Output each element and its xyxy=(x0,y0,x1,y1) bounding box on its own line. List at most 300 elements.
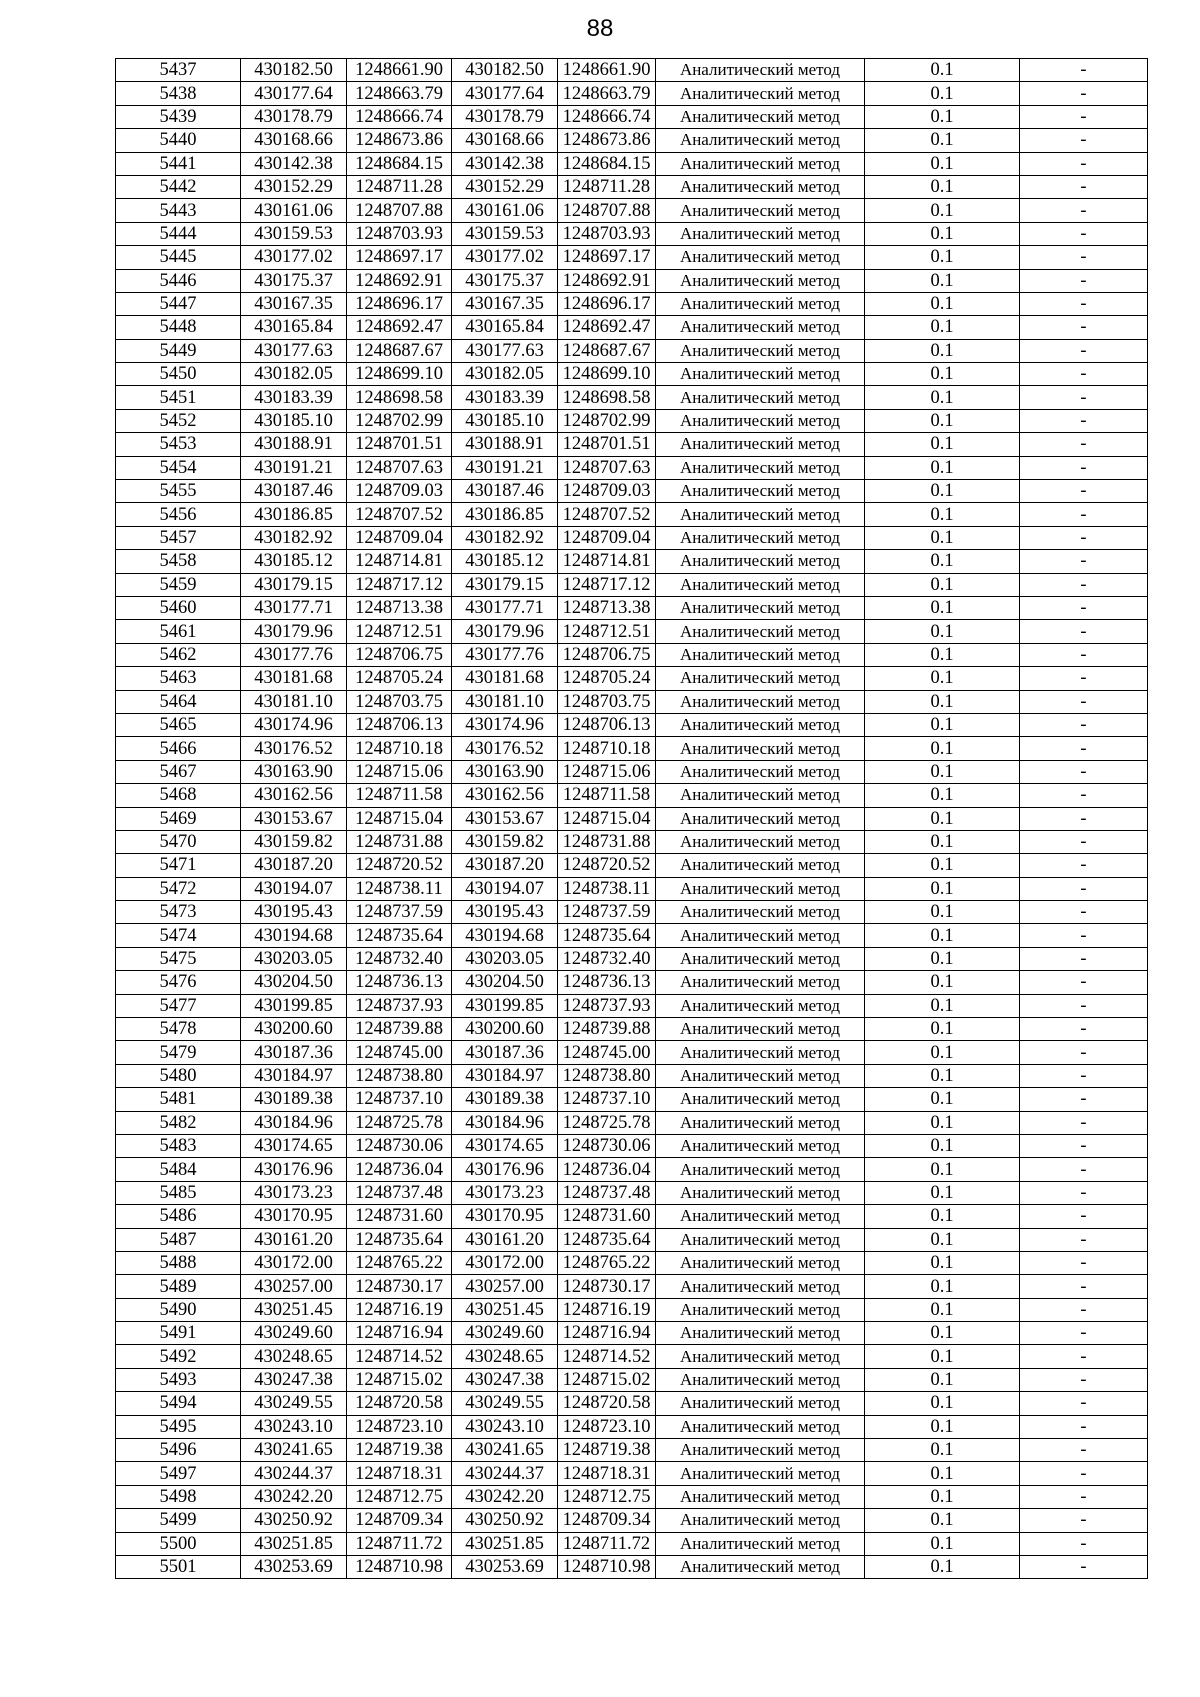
x-new-cell: 430185.12 xyxy=(452,550,558,573)
accuracy-cell: 0.1 xyxy=(865,292,1020,315)
point-number-cell: 5442 xyxy=(116,175,241,198)
y-old-cell: 1248714.81 xyxy=(347,550,452,573)
y-old-cell: 1248684.15 xyxy=(347,152,452,175)
point-number-cell: 5457 xyxy=(116,526,241,549)
x-old-cell: 430153.67 xyxy=(241,807,347,830)
point-number-cell: 5443 xyxy=(116,199,241,222)
table-row xyxy=(116,1205,1148,1228)
point-number-cell: 5501 xyxy=(116,1556,241,1579)
y-old-cell: 1248720.58 xyxy=(347,1392,452,1415)
y-new-cell: 1248745.00 xyxy=(558,1041,656,1064)
note-cell: - xyxy=(1020,1018,1148,1041)
note-cell: - xyxy=(1020,1275,1148,1298)
table-row xyxy=(116,1251,1148,1274)
y-new-cell: 1248715.04 xyxy=(558,807,656,830)
method-cell: Аналитический метод xyxy=(656,924,865,947)
point-number-cell: 5489 xyxy=(116,1275,241,1298)
method-cell: Аналитический метод xyxy=(656,620,865,643)
method-cell: Аналитический метод xyxy=(656,807,865,830)
accuracy-cell: 0.1 xyxy=(865,480,1020,503)
x-new-cell: 430167.35 xyxy=(452,292,558,315)
note-cell: - xyxy=(1020,409,1148,432)
table-row xyxy=(116,550,1148,573)
note-cell: - xyxy=(1020,480,1148,503)
y-new-cell: 1248673.86 xyxy=(558,129,656,152)
y-new-cell: 1248707.63 xyxy=(558,456,656,479)
table-row xyxy=(116,316,1148,339)
y-new-cell: 1248720.58 xyxy=(558,1392,656,1415)
note-cell: - xyxy=(1020,620,1148,643)
table-row xyxy=(116,409,1148,432)
table-row xyxy=(116,456,1148,479)
y-new-cell: 1248711.58 xyxy=(558,784,656,807)
x-old-cell: 430152.29 xyxy=(241,175,347,198)
y-old-cell: 1248745.00 xyxy=(347,1041,452,1064)
x-old-cell: 430186.85 xyxy=(241,503,347,526)
y-old-cell: 1248692.47 xyxy=(347,316,452,339)
point-number-cell: 5462 xyxy=(116,643,241,666)
table-row xyxy=(116,1322,1148,1345)
point-number-cell: 5444 xyxy=(116,222,241,245)
y-new-cell: 1248738.11 xyxy=(558,877,656,900)
x-old-cell: 430177.71 xyxy=(241,596,347,619)
y-old-cell: 1248731.60 xyxy=(347,1205,452,1228)
note-cell: - xyxy=(1020,59,1148,82)
method-cell: Аналитический метод xyxy=(656,1228,865,1251)
y-new-cell: 1248663.79 xyxy=(558,82,656,105)
accuracy-cell: 0.1 xyxy=(865,947,1020,970)
accuracy-cell: 0.1 xyxy=(865,690,1020,713)
table-row xyxy=(116,480,1148,503)
y-new-cell: 1248711.28 xyxy=(558,175,656,198)
x-new-cell: 430250.92 xyxy=(452,1509,558,1532)
note-cell: - xyxy=(1020,854,1148,877)
y-new-cell: 1248737.48 xyxy=(558,1181,656,1204)
note-cell: - xyxy=(1020,1158,1148,1181)
point-number-cell: 5453 xyxy=(116,433,241,456)
y-new-cell: 1248716.19 xyxy=(558,1298,656,1321)
y-new-cell: 1248709.34 xyxy=(558,1509,656,1532)
point-number-cell: 5449 xyxy=(116,339,241,362)
accuracy-cell: 0.1 xyxy=(865,1181,1020,1204)
point-number-cell: 5485 xyxy=(116,1181,241,1204)
method-cell: Аналитический метод xyxy=(656,1181,865,1204)
y-old-cell: 1248706.75 xyxy=(347,643,452,666)
table-row xyxy=(116,877,1148,900)
method-cell: Аналитический метод xyxy=(656,82,865,105)
x-new-cell: 430165.84 xyxy=(452,316,558,339)
method-cell: Аналитический метод xyxy=(656,1205,865,1228)
y-old-cell: 1248738.80 xyxy=(347,1064,452,1087)
method-cell: Аналитический метод xyxy=(656,129,865,152)
x-new-cell: 430175.37 xyxy=(452,269,558,292)
method-cell: Аналитический метод xyxy=(656,1532,865,1555)
point-number-cell: 5488 xyxy=(116,1251,241,1274)
note-cell: - xyxy=(1020,1462,1148,1485)
table-row xyxy=(116,246,1148,269)
y-old-cell: 1248739.88 xyxy=(347,1018,452,1041)
accuracy-cell: 0.1 xyxy=(865,877,1020,900)
note-cell: - xyxy=(1020,947,1148,970)
method-cell: Аналитический метод xyxy=(656,1556,865,1579)
method-cell: Аналитический метод xyxy=(656,1322,865,1345)
y-old-cell: 1248711.28 xyxy=(347,175,452,198)
x-old-cell: 430142.38 xyxy=(241,152,347,175)
x-old-cell: 430250.92 xyxy=(241,1509,347,1532)
note-cell: - xyxy=(1020,760,1148,783)
note-cell: - xyxy=(1020,1088,1148,1111)
point-number-cell: 5493 xyxy=(116,1368,241,1391)
y-new-cell: 1248712.75 xyxy=(558,1485,656,1508)
note-cell: - xyxy=(1020,643,1148,666)
point-number-cell: 5497 xyxy=(116,1462,241,1485)
x-new-cell: 430182.05 xyxy=(452,363,558,386)
point-number-cell: 5439 xyxy=(116,105,241,128)
note-cell: - xyxy=(1020,807,1148,830)
y-old-cell: 1248707.88 xyxy=(347,199,452,222)
note-cell: - xyxy=(1020,456,1148,479)
note-cell: - xyxy=(1020,222,1148,245)
accuracy-cell: 0.1 xyxy=(865,409,1020,432)
accuracy-cell: 0.1 xyxy=(865,59,1020,82)
accuracy-cell: 0.1 xyxy=(865,339,1020,362)
y-new-cell: 1248697.17 xyxy=(558,246,656,269)
point-number-cell: 5458 xyxy=(116,550,241,573)
method-cell: Аналитический метод xyxy=(656,1415,865,1438)
table-row xyxy=(116,1509,1148,1532)
note-cell: - xyxy=(1020,386,1148,409)
x-old-cell: 430177.02 xyxy=(241,246,347,269)
x-new-cell: 430199.85 xyxy=(452,994,558,1017)
x-old-cell: 430248.65 xyxy=(241,1345,347,1368)
accuracy-cell: 0.1 xyxy=(865,363,1020,386)
note-cell: - xyxy=(1020,363,1148,386)
y-old-cell: 1248718.31 xyxy=(347,1462,452,1485)
x-old-cell: 430187.20 xyxy=(241,854,347,877)
x-new-cell: 430194.68 xyxy=(452,924,558,947)
method-cell: Аналитический метод xyxy=(656,830,865,853)
x-new-cell: 430182.50 xyxy=(452,59,558,82)
x-old-cell: 430161.06 xyxy=(241,199,347,222)
accuracy-cell: 0.1 xyxy=(865,1298,1020,1321)
method-cell: Аналитический метод xyxy=(656,573,865,596)
x-old-cell: 430177.76 xyxy=(241,643,347,666)
y-new-cell: 1248661.90 xyxy=(558,59,656,82)
x-old-cell: 430200.60 xyxy=(241,1018,347,1041)
y-old-cell: 1248737.59 xyxy=(347,901,452,924)
table-row xyxy=(116,269,1148,292)
y-old-cell: 1248730.06 xyxy=(347,1134,452,1157)
y-new-cell: 1248736.13 xyxy=(558,971,656,994)
note-cell: - xyxy=(1020,1322,1148,1345)
method-cell: Аналитический метод xyxy=(656,877,865,900)
note-cell: - xyxy=(1020,82,1148,105)
y-old-cell: 1248723.10 xyxy=(347,1415,452,1438)
y-new-cell: 1248710.98 xyxy=(558,1556,656,1579)
table-row xyxy=(116,1088,1148,1111)
table-row xyxy=(116,1298,1148,1321)
x-old-cell: 430247.38 xyxy=(241,1368,347,1391)
accuracy-cell: 0.1 xyxy=(865,1345,1020,1368)
x-old-cell: 430176.96 xyxy=(241,1158,347,1181)
point-number-cell: 5470 xyxy=(116,830,241,853)
y-old-cell: 1248738.11 xyxy=(347,877,452,900)
table-row xyxy=(116,363,1148,386)
x-new-cell: 430161.20 xyxy=(452,1228,558,1251)
x-new-cell: 430249.60 xyxy=(452,1322,558,1345)
accuracy-cell: 0.1 xyxy=(865,807,1020,830)
accuracy-cell: 0.1 xyxy=(865,1415,1020,1438)
x-old-cell: 430189.38 xyxy=(241,1088,347,1111)
y-new-cell: 1248730.17 xyxy=(558,1275,656,1298)
accuracy-cell: 0.1 xyxy=(865,784,1020,807)
table-row xyxy=(116,807,1148,830)
x-old-cell: 430188.91 xyxy=(241,433,347,456)
table-row xyxy=(116,1064,1148,1087)
table-row xyxy=(116,386,1148,409)
table-row xyxy=(116,1018,1148,1041)
x-new-cell: 430184.97 xyxy=(452,1064,558,1087)
x-old-cell: 430194.07 xyxy=(241,877,347,900)
x-old-cell: 430242.20 xyxy=(241,1485,347,1508)
table-row xyxy=(116,737,1148,760)
x-new-cell: 430181.68 xyxy=(452,667,558,690)
x-old-cell: 430159.82 xyxy=(241,830,347,853)
accuracy-cell: 0.1 xyxy=(865,901,1020,924)
point-number-cell: 5456 xyxy=(116,503,241,526)
x-new-cell: 430174.96 xyxy=(452,713,558,736)
method-cell: Аналитический метод xyxy=(656,175,865,198)
table-row xyxy=(116,292,1148,315)
y-new-cell: 1248709.04 xyxy=(558,526,656,549)
x-old-cell: 430194.68 xyxy=(241,924,347,947)
x-old-cell: 430173.23 xyxy=(241,1181,347,1204)
accuracy-cell: 0.1 xyxy=(865,1392,1020,1415)
table-row xyxy=(116,1462,1148,1485)
x-new-cell: 430242.20 xyxy=(452,1485,558,1508)
accuracy-cell: 0.1 xyxy=(865,1509,1020,1532)
x-old-cell: 430177.64 xyxy=(241,82,347,105)
x-new-cell: 430243.10 xyxy=(452,1415,558,1438)
x-new-cell: 430186.85 xyxy=(452,503,558,526)
method-cell: Аналитический метод xyxy=(656,1462,865,1485)
x-old-cell: 430182.50 xyxy=(241,59,347,82)
method-cell: Аналитический метод xyxy=(656,643,865,666)
point-number-cell: 5482 xyxy=(116,1111,241,1134)
point-number-cell: 5461 xyxy=(116,620,241,643)
y-old-cell: 1248736.13 xyxy=(347,971,452,994)
note-cell: - xyxy=(1020,175,1148,198)
point-number-cell: 5467 xyxy=(116,760,241,783)
y-old-cell: 1248709.04 xyxy=(347,526,452,549)
y-old-cell: 1248696.17 xyxy=(347,292,452,315)
accuracy-cell: 0.1 xyxy=(865,82,1020,105)
x-new-cell: 430177.76 xyxy=(452,643,558,666)
note-cell: - xyxy=(1020,784,1148,807)
y-new-cell: 1248716.94 xyxy=(558,1322,656,1345)
table-row xyxy=(116,667,1148,690)
method-cell: Аналитический метод xyxy=(656,316,865,339)
point-number-cell: 5466 xyxy=(116,737,241,760)
note-cell: - xyxy=(1020,550,1148,573)
table-row xyxy=(116,1158,1148,1181)
x-old-cell: 430185.12 xyxy=(241,550,347,573)
point-number-cell: 5498 xyxy=(116,1485,241,1508)
point-number-cell: 5451 xyxy=(116,386,241,409)
coordinates-table xyxy=(115,58,1148,1579)
accuracy-cell: 0.1 xyxy=(865,667,1020,690)
method-cell: Аналитический метод xyxy=(656,550,865,573)
note-cell: - xyxy=(1020,339,1148,362)
point-number-cell: 5479 xyxy=(116,1041,241,1064)
note-cell: - xyxy=(1020,152,1148,175)
x-old-cell: 430170.95 xyxy=(241,1205,347,1228)
accuracy-cell: 0.1 xyxy=(865,620,1020,643)
note-cell: - xyxy=(1020,1041,1148,1064)
x-new-cell: 430187.20 xyxy=(452,854,558,877)
y-new-cell: 1248715.06 xyxy=(558,760,656,783)
accuracy-cell: 0.1 xyxy=(865,433,1020,456)
y-old-cell: 1248710.18 xyxy=(347,737,452,760)
x-old-cell: 430199.85 xyxy=(241,994,347,1017)
y-old-cell: 1248720.52 xyxy=(347,854,452,877)
note-cell: - xyxy=(1020,1368,1148,1391)
y-old-cell: 1248732.40 xyxy=(347,947,452,970)
accuracy-cell: 0.1 xyxy=(865,1064,1020,1087)
accuracy-cell: 0.1 xyxy=(865,222,1020,245)
method-cell: Аналитический метод xyxy=(656,1298,865,1321)
accuracy-cell: 0.1 xyxy=(865,1205,1020,1228)
note-cell: - xyxy=(1020,1181,1148,1204)
accuracy-cell: 0.1 xyxy=(865,129,1020,152)
page-number: 88 xyxy=(586,15,614,42)
y-new-cell: 1248737.10 xyxy=(558,1088,656,1111)
table-row xyxy=(116,1275,1148,1298)
table-row xyxy=(116,526,1148,549)
y-old-cell: 1248715.04 xyxy=(347,807,452,830)
point-number-cell: 5500 xyxy=(116,1532,241,1555)
table-row xyxy=(116,643,1148,666)
point-number-cell: 5481 xyxy=(116,1088,241,1111)
y-new-cell: 1248737.59 xyxy=(558,901,656,924)
x-new-cell: 430161.06 xyxy=(452,199,558,222)
x-new-cell: 430195.43 xyxy=(452,901,558,924)
x-new-cell: 430247.38 xyxy=(452,1368,558,1391)
accuracy-cell: 0.1 xyxy=(865,1251,1020,1274)
point-number-cell: 5480 xyxy=(116,1064,241,1087)
table-row xyxy=(116,901,1148,924)
y-old-cell: 1248661.90 xyxy=(347,59,452,82)
method-cell: Аналитический метод xyxy=(656,760,865,783)
note-cell: - xyxy=(1020,1228,1148,1251)
x-old-cell: 430243.10 xyxy=(241,1415,347,1438)
method-cell: Аналитический метод xyxy=(656,596,865,619)
point-number-cell: 5475 xyxy=(116,947,241,970)
method-cell: Аналитический метод xyxy=(656,1064,865,1087)
x-new-cell: 430163.90 xyxy=(452,760,558,783)
point-number-cell: 5463 xyxy=(116,667,241,690)
x-old-cell: 430183.39 xyxy=(241,386,347,409)
point-number-cell: 5476 xyxy=(116,971,241,994)
note-cell: - xyxy=(1020,1134,1148,1157)
x-old-cell: 430161.20 xyxy=(241,1228,347,1251)
method-cell: Аналитический метод xyxy=(656,1111,865,1134)
method-cell: Аналитический метод xyxy=(656,1134,865,1157)
method-cell: Аналитический метод xyxy=(656,784,865,807)
y-old-cell: 1248673.86 xyxy=(347,129,452,152)
method-cell: Аналитический метод xyxy=(656,222,865,245)
point-number-cell: 5447 xyxy=(116,292,241,315)
x-new-cell: 430200.60 xyxy=(452,1018,558,1041)
accuracy-cell: 0.1 xyxy=(865,1462,1020,1485)
y-old-cell: 1248736.04 xyxy=(347,1158,452,1181)
accuracy-cell: 0.1 xyxy=(865,994,1020,1017)
x-new-cell: 430188.91 xyxy=(452,433,558,456)
table-row xyxy=(116,713,1148,736)
method-cell: Аналитический метод xyxy=(656,246,865,269)
y-old-cell: 1248714.52 xyxy=(347,1345,452,1368)
note-cell: - xyxy=(1020,1251,1148,1274)
y-new-cell: 1248692.91 xyxy=(558,269,656,292)
y-old-cell: 1248730.17 xyxy=(347,1275,452,1298)
method-cell: Аналитический метод xyxy=(656,1509,865,1532)
y-new-cell: 1248715.02 xyxy=(558,1368,656,1391)
table-row xyxy=(116,690,1148,713)
method-cell: Аналитический метод xyxy=(656,433,865,456)
y-new-cell: 1248710.18 xyxy=(558,737,656,760)
method-cell: Аналитический метод xyxy=(656,292,865,315)
y-old-cell: 1248712.75 xyxy=(347,1485,452,1508)
table-row xyxy=(116,784,1148,807)
y-old-cell: 1248731.88 xyxy=(347,830,452,853)
y-old-cell: 1248711.58 xyxy=(347,784,452,807)
note-cell: - xyxy=(1020,269,1148,292)
table-row xyxy=(116,1485,1148,1508)
method-cell: Аналитический метод xyxy=(656,1392,865,1415)
note-cell: - xyxy=(1020,1298,1148,1321)
x-old-cell: 430187.36 xyxy=(241,1041,347,1064)
note-cell: - xyxy=(1020,433,1148,456)
point-number-cell: 5440 xyxy=(116,129,241,152)
y-new-cell: 1248718.31 xyxy=(558,1462,656,1485)
x-new-cell: 430159.53 xyxy=(452,222,558,245)
note-cell: - xyxy=(1020,1064,1148,1087)
point-number-cell: 5438 xyxy=(116,82,241,105)
x-new-cell: 430173.23 xyxy=(452,1181,558,1204)
x-new-cell: 430241.65 xyxy=(452,1439,558,1462)
method-cell: Аналитический метод xyxy=(656,854,865,877)
method-cell: Аналитический метод xyxy=(656,339,865,362)
table-row xyxy=(116,1181,1148,1204)
point-number-cell: 5486 xyxy=(116,1205,241,1228)
table-row xyxy=(116,175,1148,198)
point-number-cell: 5473 xyxy=(116,901,241,924)
x-old-cell: 430162.56 xyxy=(241,784,347,807)
y-old-cell: 1248712.51 xyxy=(347,620,452,643)
y-new-cell: 1248731.60 xyxy=(558,1205,656,1228)
x-new-cell: 430177.71 xyxy=(452,596,558,619)
y-new-cell: 1248735.64 xyxy=(558,1228,656,1251)
method-cell: Аналитический метод xyxy=(656,456,865,479)
point-number-cell: 5492 xyxy=(116,1345,241,1368)
y-new-cell: 1248707.88 xyxy=(558,199,656,222)
accuracy-cell: 0.1 xyxy=(865,643,1020,666)
y-new-cell: 1248765.22 xyxy=(558,1251,656,1274)
y-new-cell: 1248711.72 xyxy=(558,1532,656,1555)
y-new-cell: 1248706.13 xyxy=(558,713,656,736)
point-number-cell: 5474 xyxy=(116,924,241,947)
accuracy-cell: 0.1 xyxy=(865,550,1020,573)
